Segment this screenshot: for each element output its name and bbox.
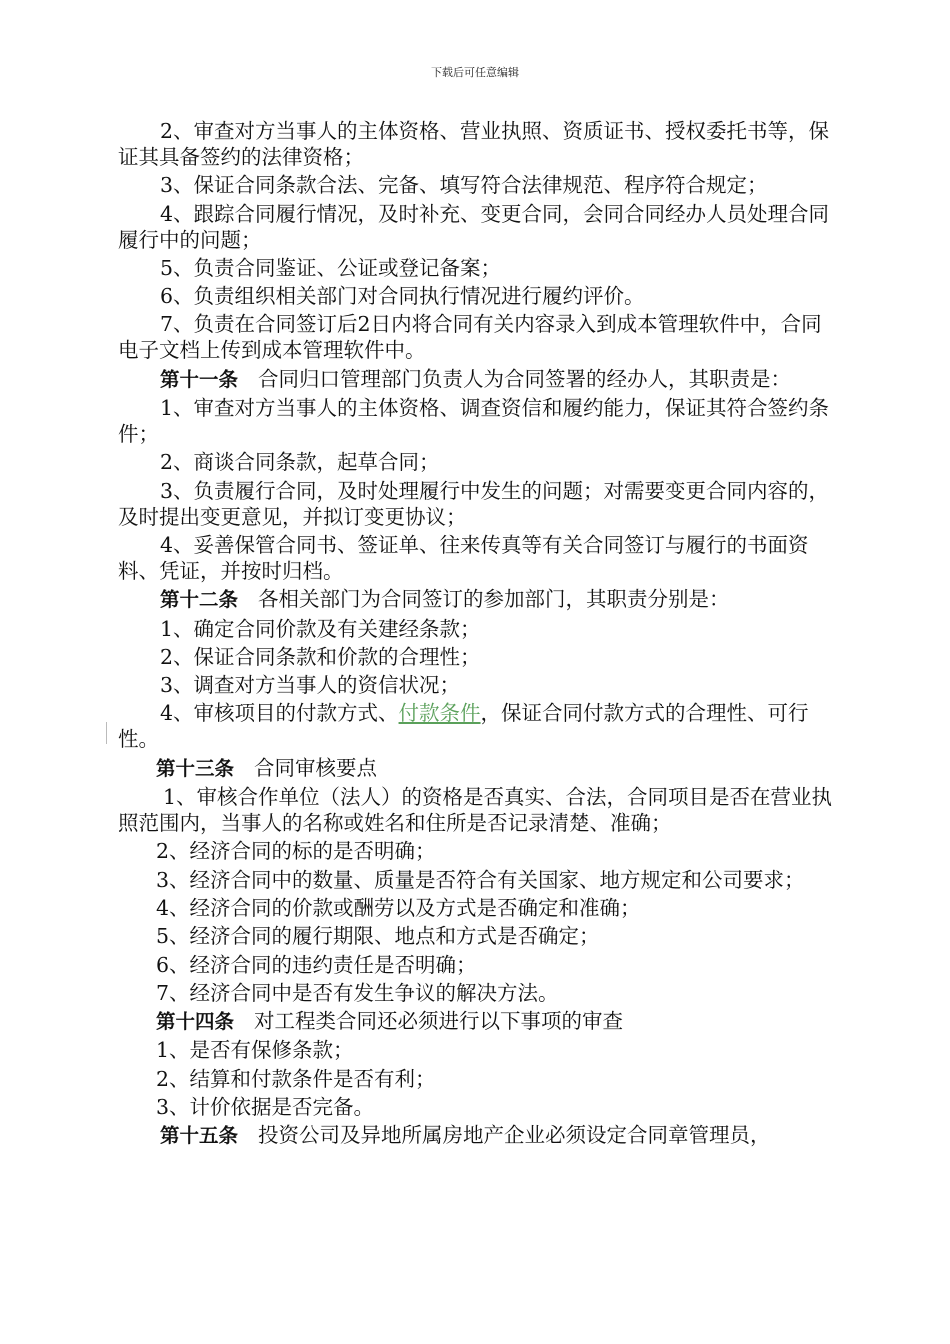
article-13-item-6: 6、经济合同的违约责任是否明确； [156, 952, 477, 977]
paragraph-duty-3: 3、保证合同条款合法、完备、填写符合法律规范、程序符合规定； [160, 173, 768, 198]
article-11-item-1: 1、审查对方当事人的主体资格、调查资信和履约能力，保证其符合签约条件； [118, 396, 830, 447]
article-11-text: 合同归口管理部门负责人为合同签署的经办人，其职责是： [258, 366, 792, 391]
paragraph-duty-5: 5、负责合同鉴证、公证或登记备案； [160, 255, 502, 280]
paragraph-duty-2: 2、审查对方当事人的主体资格、营业执照、资质证书、授权委托书等，保证其具备签约的法律资格； [118, 119, 830, 169]
article-14 [118, 1008, 838, 1035]
article-12-text: 各相关部门为合同签订的参加部门，其职责分别是： [258, 587, 730, 612]
article-13-item-1: 1、审核合作单位（法人）的资格是否真实、合法，合同项目是否在营业执照范围内，当事人的名称或姓名和住所是否记录清楚、准确； [118, 785, 833, 836]
article-14-item-2: 2、结算和付款条件是否有利； [156, 1066, 436, 1091]
article-11-heading: 第十一条 [160, 367, 239, 391]
article-15-text: 投资公司及异地所属房地产企业必须设定合同章管理员， [258, 1123, 771, 1148]
payment-terms-link[interactable]: 付款条件 [398, 701, 481, 726]
article-11-item-4: 4、妥善保管合同书、签证单、往来传真等有关合同签订与履行的书面资料、凭证，并按时归档。 [118, 532, 809, 583]
article-12-item-3: 3、调查对方当事人的资信状况； [160, 673, 461, 698]
article-11 [118, 366, 838, 393]
article-13 [118, 755, 838, 782]
article-15-heading: 第十五条 [160, 1124, 239, 1148]
paragraph-duty-7: 7、负责在合同签订后2日内将合同有关内容录入到成本管理软件中，合同电子文档上传到成本管理软件中。 [118, 312, 822, 363]
text-cursor-mark [106, 722, 107, 744]
document-body [118, 118, 838, 1152]
article-13-item-2: 2、经济合同的标的是否明确； [156, 839, 436, 864]
article-13-text: 合同审核要点 [254, 755, 378, 780]
page-header: 下载后可任意编辑 [431, 66, 519, 79]
article-14-item-3: 3、计价依据是否完备。 [156, 1095, 375, 1120]
article-14-heading: 第十四条 [156, 1010, 235, 1034]
article-12-item-4-text-before: 4、审核项目的付款方式、 [160, 701, 399, 726]
article-14-text: 对工程类合同还必须进行以下事项的审查 [254, 1009, 624, 1034]
paragraph-duty-4: 4、跟踪合同履行情况，及时补充、变更合同，会同合同经办人员处理合同履行中的问题； [118, 201, 830, 252]
article-14-item-1: 1、是否有保修条款； [156, 1038, 354, 1063]
article-13-heading: 第十三条 [156, 756, 235, 780]
article-11-item-3: 3、负责履行合同，及时处理履行中发生的问题；对需要变更合同内容的，及时提出变更意见，并拟订变更协议； [118, 478, 830, 529]
article-13-item-3: 3、经济合同中的数量、质量是否符合有关国家、地方规定和公司要求； [156, 867, 805, 892]
article-13-item-4: 4、经济合同的价款或酬劳以及方式是否确定和准确； [156, 895, 641, 920]
article-11-item-2: 2、商谈合同条款，起草合同； [160, 450, 440, 475]
article-12-item-4 [118, 700, 838, 752]
article-12-item-4-text-after: ，保证合同付款方式的合理性、可行性。 [118, 701, 809, 752]
article-12-heading: 第十二条 [160, 588, 239, 612]
article-12 [118, 586, 838, 613]
article-12-item-2: 2、保证合同条款和价款的合理性； [160, 644, 481, 669]
article-13-item-5: 5、经济合同的履行期限、地点和方式是否确定； [156, 924, 600, 949]
article-12-item-1: 1、确定合同价款及有关建经条款； [160, 616, 481, 641]
paragraph-duty-6: 6、负责组织相关部门对合同执行情况进行履约评价。 [160, 284, 645, 309]
article-13-item-7: 7、经济合同中是否有发生争议的解决方法。 [156, 980, 559, 1005]
article-15 [118, 1122, 838, 1149]
